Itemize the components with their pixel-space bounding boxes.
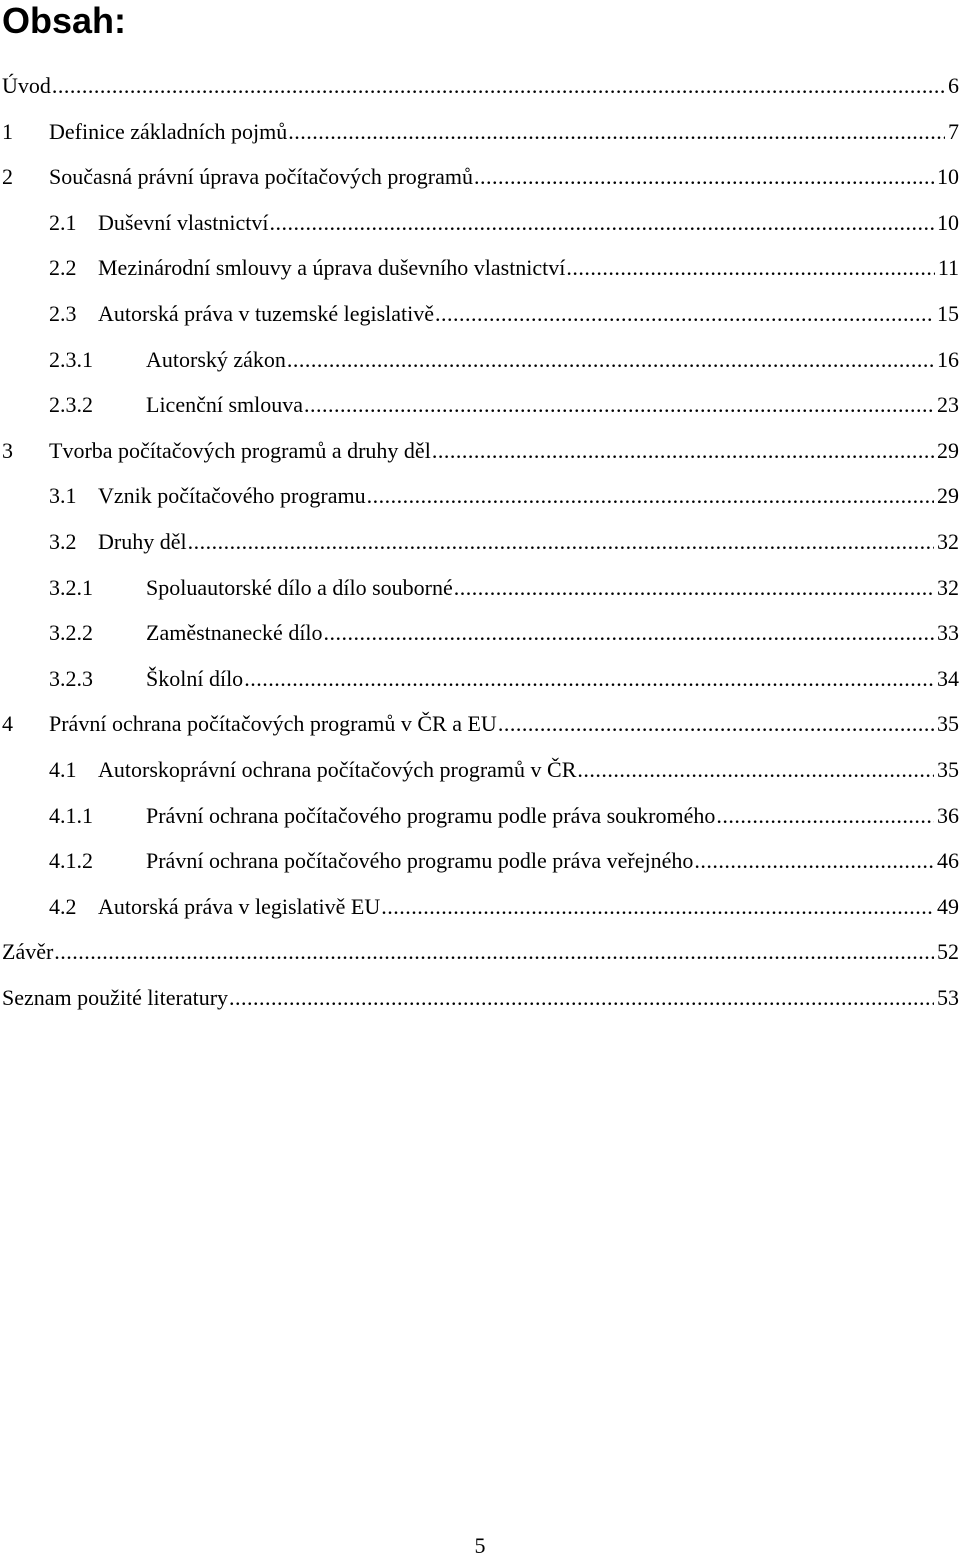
toc-entry[interactable] [2, 701, 959, 747]
toc-entry[interactable] [2, 975, 959, 1021]
toc-entry[interactable] [2, 382, 959, 428]
toc-entry-title: Druhy děl [98, 528, 187, 554]
toc-leader-dots [269, 200, 934, 246]
toc-entry-title: Úvod [2, 73, 51, 98]
toc-entry-title: Autorskoprávní ochrana počítačových programů v ČR [98, 756, 577, 782]
toc-leader-dots [435, 291, 934, 337]
toc-entry-title: Právní ochrana počítačového programu podle práva soukromého [146, 802, 716, 828]
toc-entry-page: 29 [937, 483, 959, 509]
toc-entry-page: 23 [937, 392, 959, 418]
toc-entry-title: Definice základních pojmů [49, 118, 288, 144]
toc-leader-dots [244, 656, 934, 702]
toc-entry-title: Autorská práva v legislativě EU [98, 893, 381, 919]
toc-entry-page: 16 [937, 346, 959, 372]
toc-leader-dots [188, 519, 934, 565]
toc-entry-number: 3.2.1 [49, 574, 93, 600]
toc-entry-number: 4 [2, 711, 13, 737]
toc-entry-number: 3 [2, 437, 13, 463]
toc-leader-dots [498, 701, 934, 747]
toc-entry-number: 2 [2, 164, 13, 190]
toc-entry-page: 35 [937, 756, 959, 782]
toc-entry[interactable] [2, 200, 959, 246]
toc-entry-title: Autorská práva v tuzemské legislativě [98, 300, 435, 326]
toc-entry-number: 3.2.3 [49, 665, 93, 691]
toc-leader-dots [52, 63, 945, 109]
toc-entry[interactable] [2, 565, 959, 611]
toc-entry[interactable] [2, 428, 959, 474]
toc-entry-number: 4.1 [49, 756, 77, 782]
toc-entry[interactable] [2, 245, 959, 291]
toc-entry-page: 10 [937, 164, 959, 190]
toc-entry-page: 52 [937, 939, 959, 965]
toc-entry-page: 36 [937, 802, 959, 828]
toc-entry-title: Právní ochrana počítačových programů v ČR a EU [49, 711, 497, 737]
toc-entry-page: 32 [937, 574, 959, 600]
toc-entry[interactable] [2, 109, 959, 155]
toc-entry-number: 2.3 [49, 300, 77, 326]
toc-entry-number: 3.2 [49, 528, 77, 554]
toc-entry-page: 32 [937, 528, 959, 554]
toc-entry-page: 7 [948, 118, 959, 144]
toc-entry-page: 49 [937, 893, 959, 919]
toc-entry[interactable] [2, 793, 959, 839]
toc-entry[interactable] [2, 473, 959, 519]
toc-entry-title: Školní dílo [146, 665, 244, 691]
page-title: Obsah: [2, 0, 127, 41]
toc-entry-title: Autorský zákon [146, 346, 286, 372]
toc-entry[interactable] [2, 337, 959, 383]
toc-entry-title: Vznik počítačového programu [98, 483, 366, 509]
toc-entry[interactable] [2, 929, 959, 975]
toc-entry-number: 3.1 [49, 483, 77, 509]
toc-entry-title: Tvorba počítačových programů a druhy děl [49, 437, 431, 463]
toc-leader-dots [381, 884, 934, 930]
toc-entry-page: 35 [937, 711, 959, 737]
toc-leader-dots [716, 793, 934, 839]
toc-entry[interactable] [2, 838, 959, 884]
toc-entry[interactable] [2, 747, 959, 793]
toc-entry-title: Současná právní úprava počítačových programů [49, 164, 473, 190]
toc-leader-dots [324, 610, 934, 656]
toc-leader-dots [304, 382, 934, 428]
toc-entry-title: Mezinárodní smlouvy a úprava duševního vlastnictví [98, 255, 566, 281]
toc-leader-dots [454, 565, 934, 611]
toc-entry-page: 46 [937, 848, 959, 874]
toc-entry-title: Seznam použité literatury [2, 984, 229, 1010]
toc-leader-dots [287, 337, 934, 383]
toc-leader-dots [229, 975, 934, 1021]
toc-leader-dots [474, 154, 934, 200]
toc-leader-dots [288, 109, 945, 155]
toc-entry-number: 4.1.2 [49, 848, 93, 874]
toc-entry-title: Duševní vlastnictví [98, 209, 269, 235]
toc-entry[interactable] [2, 656, 959, 702]
toc-leader-dots [367, 473, 934, 519]
toc-entry[interactable] [2, 154, 959, 200]
toc-entry-number: 2.1 [49, 209, 77, 235]
toc-entry-page: 6 [948, 73, 959, 98]
toc-entry[interactable] [2, 519, 959, 565]
table-of-contents [2, 63, 959, 1020]
toc-entry-title: Licenční smlouva [146, 392, 304, 418]
toc-entry-number: 2.2 [49, 255, 77, 281]
toc-entry-page: 34 [937, 665, 959, 691]
toc-entry[interactable] [2, 610, 959, 656]
toc-entry-number: 4.2 [49, 893, 77, 919]
toc-entry-page: 10 [937, 209, 959, 235]
toc-entry-page: 53 [937, 984, 959, 1010]
toc-entry-number: 2.3.2 [49, 392, 93, 418]
toc-entry-number: 1 [2, 118, 13, 144]
toc-entry-title: Právní ochrana počítačového programu podle práva veřejného [146, 848, 694, 874]
toc-entry-title: Zaměstnanecké dílo [146, 620, 323, 646]
toc-entry-title: Závěr [2, 939, 54, 965]
toc-leader-dots [577, 747, 934, 793]
toc-leader-dots [566, 245, 934, 291]
toc-entry-page: 29 [937, 437, 959, 463]
toc-entry-number: 4.1.1 [49, 802, 93, 828]
page-number: 5 [474, 1533, 486, 1558]
toc-leader-dots [694, 838, 934, 884]
toc-entry-number: 2.3.1 [49, 346, 93, 372]
toc-entry-page: 33 [937, 620, 959, 646]
toc-entry[interactable] [2, 884, 959, 930]
toc-leader-dots [432, 428, 934, 474]
toc-entry-page: 11 [937, 255, 959, 281]
toc-entry-page: 15 [937, 300, 959, 326]
toc-entry-number: 3.2.2 [49, 620, 93, 646]
toc-entry-title: Spoluautorské dílo a dílo souborné [146, 574, 453, 600]
toc-leader-dots [54, 929, 934, 975]
toc-entry[interactable] [2, 63, 959, 109]
toc-entry[interactable] [2, 291, 959, 337]
